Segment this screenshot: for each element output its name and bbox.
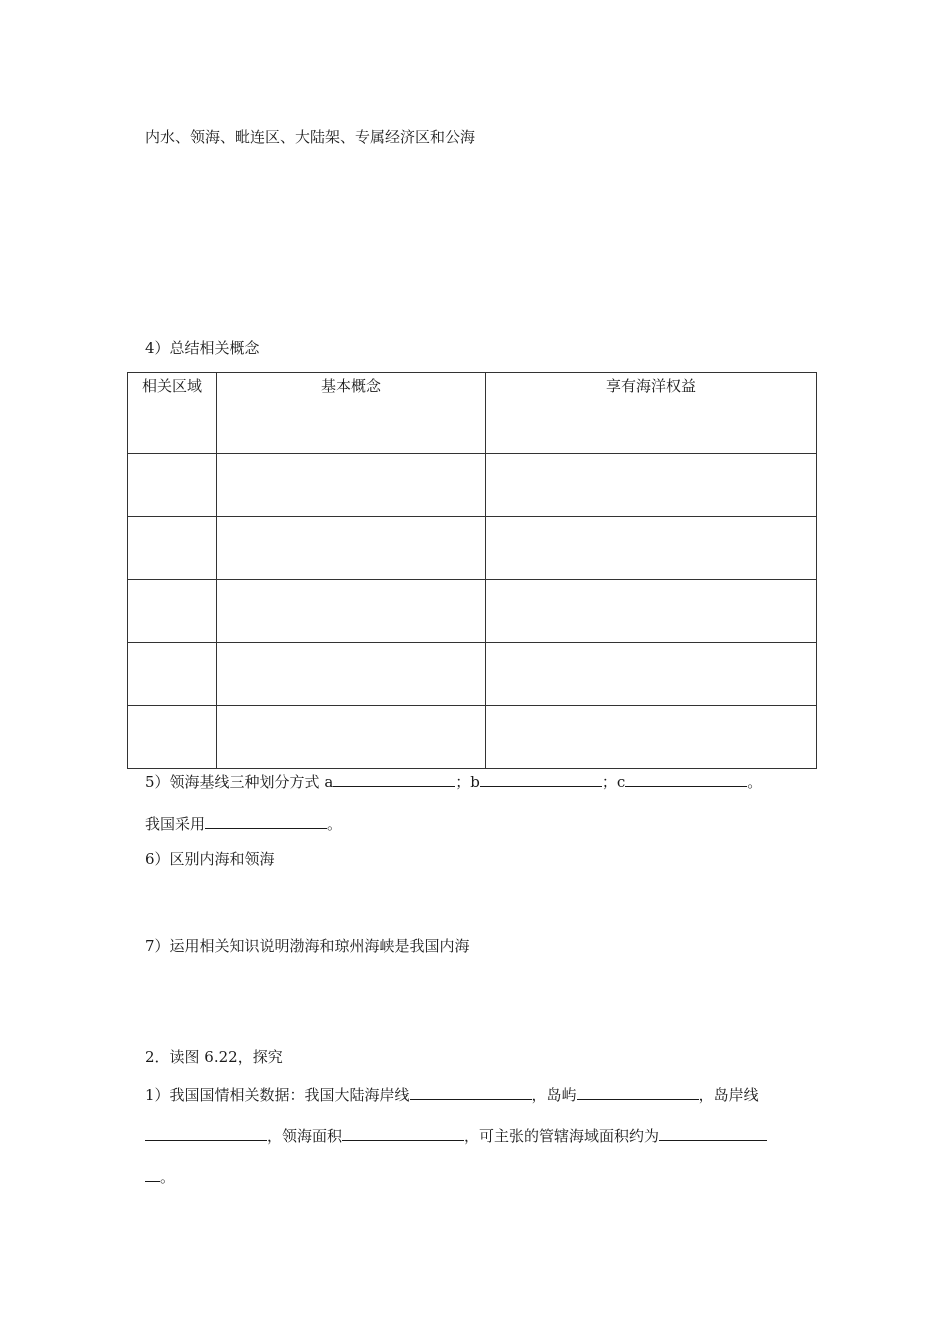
table-header-row (128, 373, 817, 454)
cell-concept[interactable] (217, 454, 486, 517)
cell-concept[interactable] (217, 580, 486, 643)
q5-end: 。 (747, 773, 763, 791)
table-row (128, 706, 817, 769)
cell-region[interactable] (128, 643, 217, 706)
blank-territorial-area[interactable] (342, 1126, 464, 1141)
q6-title: 6）区别内海和领海 (145, 850, 275, 868)
s2-p2-territorial: ，领海面积 (267, 1127, 343, 1145)
header-rights: 享有海洋权益 (486, 373, 817, 454)
blank-china-method[interactable] (205, 814, 327, 829)
section2-title: 2．读图 6.22，探究 (145, 1048, 283, 1066)
cell-concept[interactable] (217, 517, 486, 580)
blank-a[interactable] (333, 772, 455, 787)
q4-title: 4）总结相关概念 (145, 339, 260, 357)
blank-island-coastline[interactable] (145, 1126, 267, 1141)
s2-p2 (145, 1126, 767, 1146)
blank-b[interactable] (480, 772, 602, 787)
s2-p1-island-coast: ，岛岸线 (698, 1086, 759, 1104)
blank-jurisdiction-area-cont[interactable] (145, 1167, 160, 1182)
cell-region[interactable] (128, 706, 217, 769)
q5-sep-c: ；c (601, 773, 626, 791)
cell-region[interactable] (128, 454, 217, 517)
concepts-table (127, 372, 817, 769)
cell-rights[interactable] (486, 580, 817, 643)
cell-concept[interactable] (217, 706, 486, 769)
q7-title: 7）运用相关知识说明渤海和琼州海峡是我国内海 (145, 937, 470, 955)
cell-rights[interactable] (486, 454, 817, 517)
q5-sep-b: ；b (455, 773, 480, 791)
cell-concept[interactable] (217, 643, 486, 706)
cell-rights[interactable] (486, 643, 817, 706)
cell-region[interactable] (128, 580, 217, 643)
q5-prefix: 5）领海基线三种划分方式 a (145, 773, 334, 791)
header-concept: 基本概念 (217, 373, 486, 454)
table-row (128, 454, 817, 517)
table-row (128, 643, 817, 706)
cell-rights[interactable] (486, 517, 817, 580)
table-row (128, 580, 817, 643)
q5-line (145, 772, 762, 792)
cell-rights[interactable] (486, 706, 817, 769)
q5-line2-end: 。 (327, 815, 343, 833)
blank-mainland-coastline[interactable] (410, 1085, 532, 1100)
cell-region[interactable] (128, 517, 217, 580)
intro-line: 内水、领海、毗连区、大陆架、专属经济区和公海 (145, 128, 476, 146)
s2-p1-islands: ，岛屿 (531, 1086, 577, 1104)
s2-p2-claim: ，可主张的管辖海域面积约为 (464, 1127, 660, 1145)
blank-c[interactable] (625, 772, 747, 787)
header-region: 相关区域 (128, 373, 217, 454)
q5-line2 (145, 814, 342, 834)
q5-line2-prefix: 我国采用 (145, 815, 206, 833)
s2-p3 (145, 1167, 175, 1187)
blank-islands[interactable] (577, 1085, 699, 1100)
blank-jurisdiction-area[interactable] (659, 1126, 767, 1141)
s2-p1 (145, 1085, 759, 1105)
table-row (128, 517, 817, 580)
s2-p3-end: 。 (160, 1168, 176, 1186)
s2-p1-prefix: 1）我国国情相关数据：我国大陆海岸线 (145, 1086, 410, 1104)
